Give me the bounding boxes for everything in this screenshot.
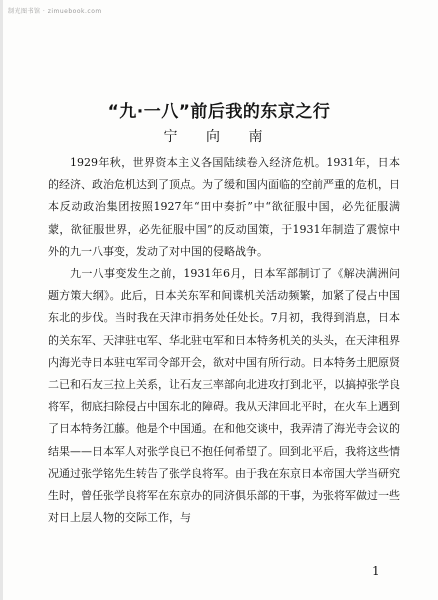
page-edge [0,0,3,600]
page-number: 1 [372,564,380,578]
article-body [48,152,400,529]
paragraph: 九一八事变发生之前，1931年6月，日本军部制订了《解决满洲问题方策大纲》。此后，日本关东军和间谍机关活动频繁，加紧了侵占中国东北的步伐。当时我在天津市捐务处任处长。7月初，我得到消息，日本的关东军、天津驻屯军、华北驻屯军和日本特务机关的头头，在天津租界内海光寺日本驻屯军司令部开会，欲对中国有所行动。日本特务土肥原贤二已和石友三拉上关系，让石友三率部向北进攻打到北平，以搞掉张学良将军，彻底扫除侵占中国东北的障碍。我从天津回北平时，在火车上遇到了日本特务江藤。他是个中国通。在和他交谈中，我弄清了海光寺会议的结果——日本军人对张学良已不抱任何希望了。回到北平后，我将这些情况通过张学铭先生转告了张学良将军。由于我在东京日本帝国大学当研究生时，曾任张学良将军在东京办的同济俱乐部的干事，为张将军做过一些对日上层人物的交际工作，与 [48,267,400,525]
article-author: 宁 向 南 [163,129,275,145]
article-title: “九·一八”前后我的东京之行 [107,102,331,123]
watermark: 制光图书馆 · zimuebook.com [8,8,102,15]
paragraph: 1929年秋，世界资本主义各国陆续卷入经济危机。1931年，日本的经济、政治危机达到了顶点。为了缓和国内面临的空前严重的危机，日本反动政治集团按照1927年“田中奏折”中“欲征服中国，必先征服满蒙，欲征服世界，必先征服中国”的反动国策，于1931年制造了震惊中外的九一八事变，发动了对中国的侵略战争。 [48,156,400,258]
